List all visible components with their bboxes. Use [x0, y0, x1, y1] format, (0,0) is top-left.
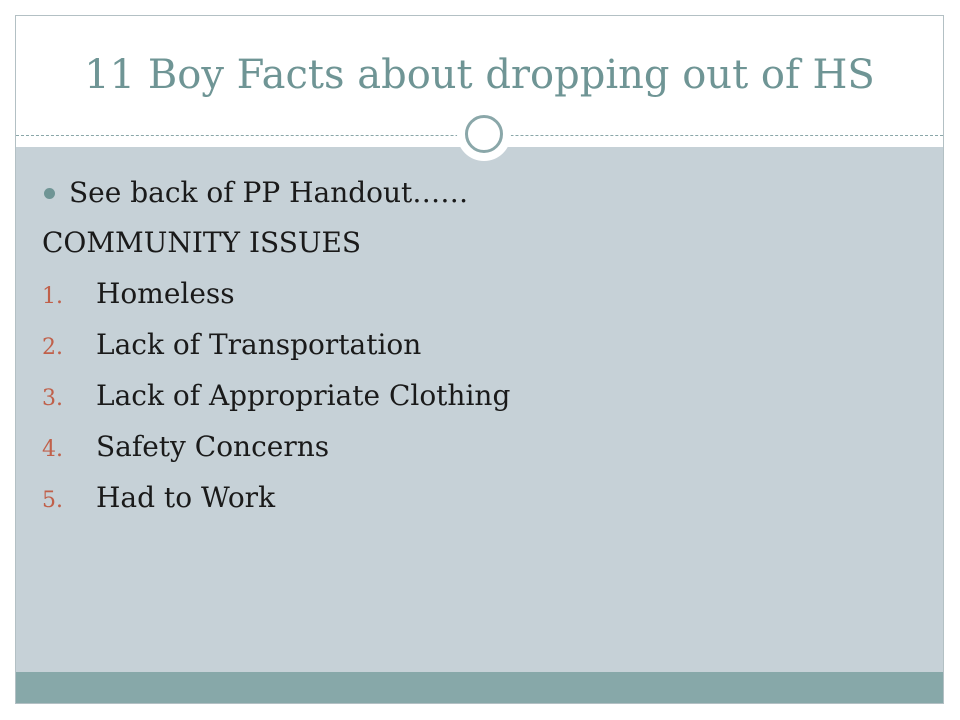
slide-title: 11 Boy Facts about dropping out of HS: [84, 52, 875, 98]
list-item-number: 2.: [42, 335, 63, 360]
list-item-number: 5.: [42, 488, 63, 513]
bullet-dot-icon: [44, 188, 55, 199]
divider-circle-ornament: [465, 115, 503, 153]
footer-bar: [16, 672, 943, 703]
list-item-number: 4.: [42, 437, 63, 462]
list-item-text: Safety Concerns: [96, 430, 330, 463]
bullet-item: [44, 172, 468, 212]
list-item-text: Lack of Appropriate Clothing: [96, 379, 511, 412]
list-item-text: Lack of Transportation: [96, 328, 422, 361]
slide: [15, 15, 944, 704]
bullet-text: See back of PP Handout……: [69, 175, 469, 209]
section-heading: COMMUNITY ISSUES: [42, 226, 362, 259]
list-item-text: Had to Work: [96, 481, 276, 514]
list-item-number: 1.: [42, 284, 63, 309]
list-item-number: 3.: [42, 386, 63, 411]
list-item-text: Homeless: [96, 277, 235, 310]
